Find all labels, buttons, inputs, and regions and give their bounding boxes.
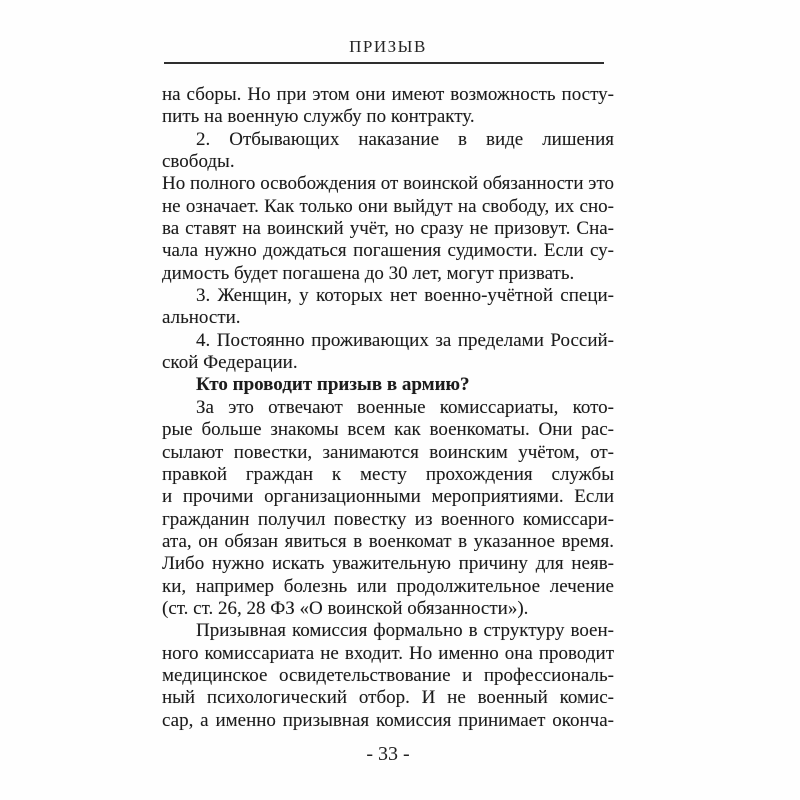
text-line: сылают повестки, занимаются воинским учётом, от-	[162, 441, 614, 463]
text-line: димость будет погашена до 30 лет, могут призвать.	[162, 262, 575, 284]
text-line: на сборы. Но при этом они имеют возможность посту-	[162, 84, 614, 105]
section-heading: Кто проводит призыв в армию?	[196, 374, 470, 396]
text-line: 2. Отбывающих наказание в виде лишения свободы.	[162, 128, 614, 173]
text-line: За это отвечают военные комиссариаты, кото-	[196, 396, 614, 418]
text-line: (ст. ст. 26, 28 ФЗ «О воинской обязанности»).	[162, 597, 529, 619]
text-line: сар, а именно призывная комиссия принимает оконча-	[162, 709, 614, 731]
text-line: Но полного освобождения от воинской обязанности это	[162, 173, 614, 195]
text-line: Призывная комиссия формально в структуру воен-	[196, 620, 614, 642]
text-line: рые больше знакомы всем как военкоматы. Они рас-	[162, 419, 614, 441]
text-line: ской Федерации.	[162, 352, 298, 374]
text-line: 3. Женщин, у которых нет военно-учётной специ-	[196, 285, 614, 307]
text-line: и прочими организационными мероприятиями. Если	[162, 486, 614, 508]
text-line: ата, он обязан явиться в военкомат в указанное время.	[162, 530, 614, 552]
text-line: ва ставят на воинский учёт, но сразу не призовут. Сна-	[162, 218, 614, 240]
text-line: пить на военную службу по контракту.	[162, 106, 475, 128]
text-line: ки, например болезнь или продолжительное лечение	[162, 575, 614, 597]
text-line: правкой граждан к месту прохождения службы	[162, 463, 614, 485]
running-head-title: ПРИЗЫВ	[349, 37, 427, 56]
text-line: ного комиссариата не входит. Но именно она проводит	[162, 642, 614, 664]
text-line: Либо нужно искать уважительную причину для неяв-	[162, 553, 614, 575]
text-line: 4. Постоянно проживающих за пределами Россий-	[196, 329, 614, 351]
text-line: не означает. Как только они выйдут на свободу, их сно-	[162, 195, 614, 217]
header-rule	[164, 62, 604, 64]
text-line: медицинское освидетельствование и профессиональ-	[162, 664, 614, 686]
text-block	[162, 84, 614, 732]
text-line: гражданин получил повестку из военного комиссари-	[162, 508, 614, 530]
text-line: альности.	[162, 307, 241, 329]
text-line: чала нужно дождаться погашения судимости. Если су-	[162, 240, 614, 262]
page-number: - 33 -	[366, 743, 410, 765]
text-line: ный психологический отбор. И не военный комис-	[162, 687, 614, 709]
